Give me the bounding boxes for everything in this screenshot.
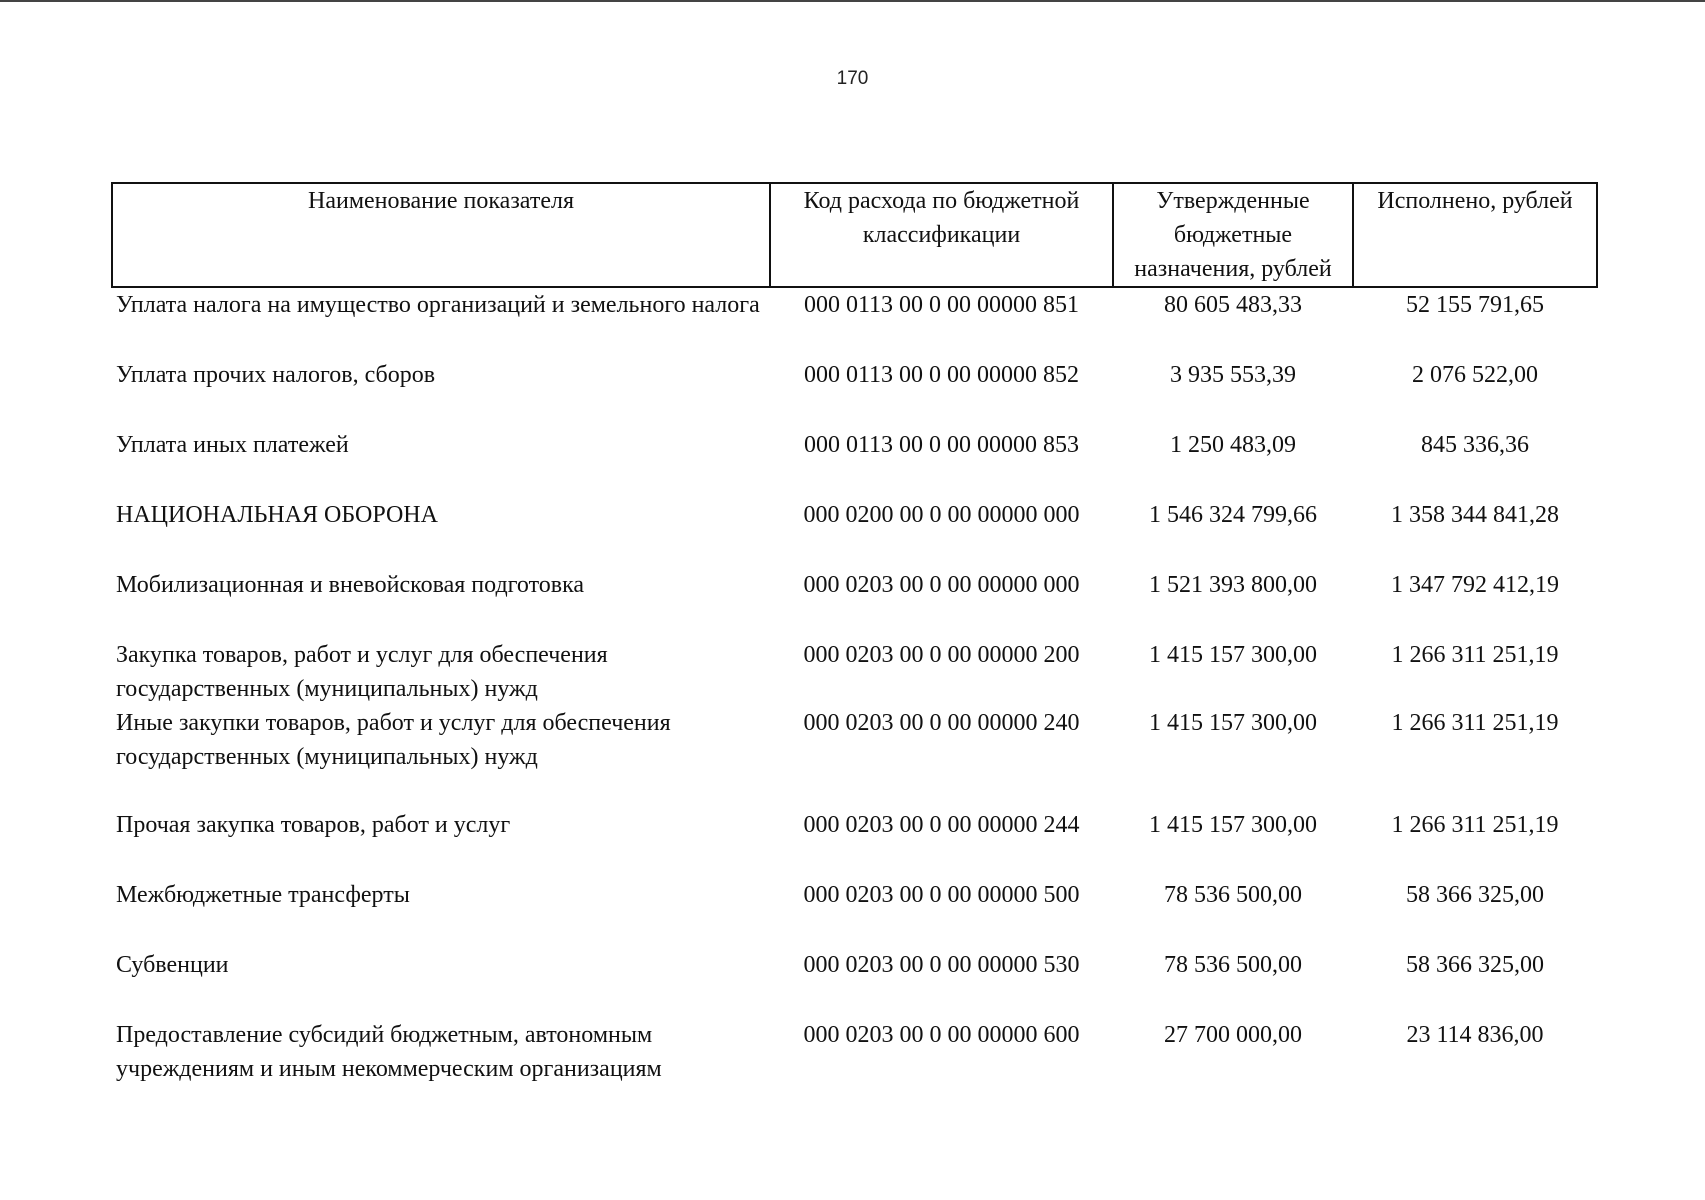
table-row xyxy=(112,948,1597,1018)
cell-approved: 1 415 157 300,00 xyxy=(1149,710,1317,736)
cell-name: Прочая закупка товаров, работ и услуг xyxy=(116,812,511,838)
cell-name: Иные закупки товаров, работ и услуг для обеспечения государственных (муниципальных) нужд xyxy=(116,710,671,770)
table-row xyxy=(112,1018,1597,1088)
cell-name: Мобилизационная и вневойсковая подготовка xyxy=(116,572,585,598)
cell-code: 000 0203 00 0 00 00000 530 xyxy=(803,952,1080,978)
cell-name: Уплата налога на имущество организаций и земельного налога xyxy=(116,292,760,318)
cell-executed: 1 358 344 841,28 xyxy=(1391,502,1559,528)
cell-approved: 1 250 483,09 xyxy=(1170,432,1296,458)
cell-code: 000 0203 00 0 00 00000 600 xyxy=(803,1022,1080,1048)
cell-name: Межбюджетные трансферты xyxy=(116,882,410,908)
cell-code: 000 0113 00 0 00 00000 852 xyxy=(803,362,1080,388)
table-row xyxy=(112,498,1597,568)
cell-approved: 27 700 000,00 xyxy=(1164,1022,1302,1048)
cell-approved: 1 546 324 799,66 xyxy=(1149,502,1317,528)
header-expense-code: Код расхода по бюджетной классификации xyxy=(770,183,1113,287)
cell-name: Субвенции xyxy=(116,952,229,978)
cell-code: 000 0203 00 0 00 00000 244 xyxy=(803,812,1080,838)
cell-executed: 23 114 836,00 xyxy=(1406,1022,1544,1048)
cell-approved: 78 536 500,00 xyxy=(1164,952,1302,978)
cell-code: 000 0203 00 0 00 00000 000 xyxy=(803,572,1080,598)
cell-code: 000 0113 00 0 00 00000 851 xyxy=(803,292,1080,318)
cell-code: 000 0203 00 0 00 00000 200 xyxy=(803,642,1080,668)
cell-executed: 1 347 792 412,19 xyxy=(1391,572,1559,598)
cell-approved: 3 935 553,39 xyxy=(1170,362,1296,388)
cell-name: Закупка товаров, работ и услуг для обеспечения государственных (муниципальных) нужд xyxy=(116,642,608,702)
cell-executed: 1 266 311 251,19 xyxy=(1391,710,1559,736)
table-row xyxy=(112,287,1597,358)
cell-code: 000 0200 00 0 00 00000 000 xyxy=(803,502,1080,528)
table-row xyxy=(112,568,1597,638)
cell-approved: 78 536 500,00 xyxy=(1164,882,1302,908)
page-number: 170 xyxy=(836,68,869,89)
cell-name: Уплата иных платежей xyxy=(116,432,349,458)
scan-top-edge-line xyxy=(0,0,1705,2)
header-approved-amount: Утвержденные бюджетные назначения, рублей xyxy=(1113,183,1353,287)
cell-code: 000 0203 00 0 00 00000 500 xyxy=(803,882,1080,908)
table-row xyxy=(112,358,1597,428)
table-row xyxy=(112,878,1597,948)
table-row xyxy=(112,638,1597,706)
cell-approved: 1 415 157 300,00 xyxy=(1149,642,1317,668)
table-row xyxy=(112,428,1597,498)
cell-executed: 1 266 311 251,19 xyxy=(1391,642,1559,668)
cell-executed: 2 076 522,00 xyxy=(1412,362,1538,388)
cell-code: 000 0203 00 0 00 00000 240 xyxy=(803,710,1080,736)
cell-executed: 845 336,36 xyxy=(1421,432,1529,458)
header-indicator-name: Наименование показателя xyxy=(112,183,770,287)
table-header-row xyxy=(112,183,1597,287)
cell-code: 000 0113 00 0 00 00000 853 xyxy=(803,432,1080,458)
cell-executed: 58 366 325,00 xyxy=(1406,952,1544,978)
cell-name: НАЦИОНАЛЬНАЯ ОБОРОНА xyxy=(116,502,438,528)
cell-executed: 1 266 311 251,19 xyxy=(1391,812,1559,838)
cell-executed: 58 366 325,00 xyxy=(1406,882,1544,908)
table-row xyxy=(112,706,1597,808)
cell-approved: 1 415 157 300,00 xyxy=(1149,812,1317,838)
cell-executed: 52 155 791,65 xyxy=(1406,292,1544,318)
table-row xyxy=(112,808,1597,878)
cell-name: Уплата прочих налогов, сборов xyxy=(116,362,436,388)
cell-approved: 80 605 483,33 xyxy=(1164,292,1302,318)
header-executed-amount: Исполнено, рублей xyxy=(1353,183,1597,287)
budget-expenditure-table xyxy=(111,182,1598,1088)
cell-name: Предоставление субсидий бюджетным, автономным учреждениям и иным некоммерческим организациям xyxy=(116,1022,662,1082)
cell-approved: 1 521 393 800,00 xyxy=(1149,572,1317,598)
